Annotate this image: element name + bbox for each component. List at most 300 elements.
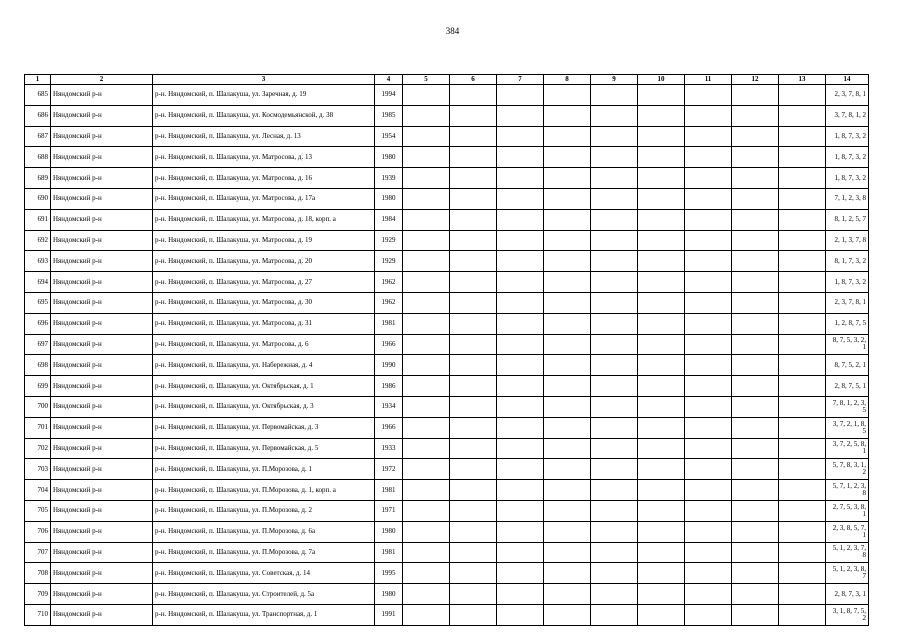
empty-cell [638, 355, 685, 376]
empty-cell [450, 105, 497, 126]
column-header: 6 [450, 75, 497, 85]
column-header: 1 [25, 75, 51, 85]
empty-cell [685, 334, 732, 355]
empty-cell [638, 480, 685, 501]
empty-cell [544, 521, 591, 542]
table-row [25, 126, 869, 147]
empty-cell [591, 188, 638, 209]
district-cell: Няндомский р-н [51, 521, 153, 542]
empty-cell [779, 604, 826, 625]
empty-cell [779, 313, 826, 334]
empty-cell [591, 313, 638, 334]
code-cell: 8, 7, 5, 2, 1 [826, 355, 869, 376]
empty-cell [450, 334, 497, 355]
empty-cell [544, 105, 591, 126]
empty-cell [591, 500, 638, 521]
empty-cell [497, 105, 544, 126]
address-cell: р-н. Няндомский, п. Шалакуша, ул. Строителей, д. 5а [153, 584, 375, 605]
code-cell: 2, 3, 7, 8, 1 [826, 292, 869, 313]
empty-cell [403, 105, 450, 126]
address-cell: р-н. Няндомский, п. Шалакуша, ул. П.Морозова, д. 6а [153, 521, 375, 542]
empty-cell [685, 542, 732, 563]
empty-cell [544, 376, 591, 397]
column-header: 10 [638, 75, 685, 85]
empty-cell [450, 376, 497, 397]
empty-cell [403, 126, 450, 147]
code-cell: 8, 1, 2, 5, 7 [826, 209, 869, 230]
column-header: 11 [685, 75, 732, 85]
empty-cell [403, 396, 450, 417]
table-row [25, 230, 869, 251]
empty-cell [591, 230, 638, 251]
year-cell: 1966 [375, 417, 403, 438]
year-cell: 1980 [375, 584, 403, 605]
empty-cell [544, 126, 591, 147]
row-number-cell: 706 [25, 521, 51, 542]
empty-cell [685, 292, 732, 313]
empty-cell [732, 500, 779, 521]
empty-cell [732, 126, 779, 147]
empty-cell [497, 85, 544, 106]
empty-cell [779, 168, 826, 189]
empty-cell [591, 209, 638, 230]
empty-cell [732, 563, 779, 584]
district-cell: Няндомский р-н [51, 251, 153, 272]
code-cell: 3, 1, 8, 7, 5, 2 [826, 604, 869, 625]
empty-cell [685, 168, 732, 189]
empty-cell [638, 376, 685, 397]
table-row [25, 417, 869, 438]
empty-cell [732, 313, 779, 334]
empty-cell [638, 438, 685, 459]
empty-cell [544, 230, 591, 251]
empty-cell [403, 480, 450, 501]
address-cell: р-н. Няндомский, п. Шалакуша, ул. Транспортная, д. 1 [153, 604, 375, 625]
empty-cell [732, 272, 779, 293]
district-cell: Няндомский р-н [51, 604, 153, 625]
empty-cell [403, 604, 450, 625]
address-cell: р-н. Няндомский, п. Шалакуша, ул. Октябрьская, д. 1 [153, 376, 375, 397]
empty-cell [779, 480, 826, 501]
empty-cell [544, 209, 591, 230]
code-cell: 5, 1, 2, 3, 8, 7 [826, 563, 869, 584]
code-cell: 1, 2, 8, 7, 5 [826, 313, 869, 334]
table-row [25, 147, 869, 168]
district-cell: Няндомский р-н [51, 85, 153, 106]
empty-cell [685, 105, 732, 126]
empty-cell [591, 334, 638, 355]
year-cell: 1981 [375, 480, 403, 501]
table-row [25, 459, 869, 480]
empty-cell [732, 209, 779, 230]
column-header: 7 [497, 75, 544, 85]
empty-cell [544, 147, 591, 168]
empty-cell [685, 604, 732, 625]
empty-cell [779, 147, 826, 168]
table-row [25, 438, 869, 459]
row-number-cell: 687 [25, 126, 51, 147]
empty-cell [779, 230, 826, 251]
empty-cell [544, 459, 591, 480]
row-number-cell: 686 [25, 105, 51, 126]
empty-cell [403, 313, 450, 334]
address-cell: р-н. Няндомский, п. Шалакуша, ул. Матросова, д. 27 [153, 272, 375, 293]
row-number-cell: 710 [25, 604, 51, 625]
table-row [25, 521, 869, 542]
empty-cell [544, 292, 591, 313]
column-header: 9 [591, 75, 638, 85]
year-cell: 1971 [375, 500, 403, 521]
empty-cell [732, 292, 779, 313]
empty-cell [544, 313, 591, 334]
empty-cell [732, 230, 779, 251]
table-row [25, 313, 869, 334]
empty-cell [779, 563, 826, 584]
code-cell: 7, 8, 1, 2, 3, 5 [826, 396, 869, 417]
column-header: 2 [51, 75, 153, 85]
empty-cell [450, 126, 497, 147]
empty-cell [591, 105, 638, 126]
address-cell: р-н. Няндомский, п. Шалакуша, ул. Матросова, д. 16 [153, 168, 375, 189]
row-number-cell: 700 [25, 396, 51, 417]
empty-cell [685, 459, 732, 480]
code-cell: 2, 3, 8, 5, 7, 1 [826, 521, 869, 542]
row-number-cell: 701 [25, 417, 51, 438]
empty-cell [779, 209, 826, 230]
code-cell: 2, 1, 3, 7, 8 [826, 230, 869, 251]
table-row [25, 480, 869, 501]
empty-cell [638, 459, 685, 480]
code-cell: 1, 8, 7, 3, 2 [826, 168, 869, 189]
empty-cell [638, 292, 685, 313]
empty-cell [779, 521, 826, 542]
empty-cell [497, 292, 544, 313]
table-row [25, 563, 869, 584]
empty-cell [450, 272, 497, 293]
table-row [25, 500, 869, 521]
empty-cell [638, 313, 685, 334]
empty-cell [685, 417, 732, 438]
address-cell: р-н. Няндомский, п. Шалакуша, ул. Космодемьянской, д. 38 [153, 105, 375, 126]
code-cell: 2, 3, 7, 8, 1 [826, 85, 869, 106]
row-number-cell: 703 [25, 459, 51, 480]
table-row [25, 251, 869, 272]
year-cell: 1994 [375, 85, 403, 106]
address-cell: р-н. Няндомский, п. Шалакуша, ул. Первомайская, д. 3 [153, 417, 375, 438]
column-header: 4 [375, 75, 403, 85]
empty-cell [497, 251, 544, 272]
empty-cell [591, 147, 638, 168]
district-cell: Няндомский р-н [51, 313, 153, 334]
column-header: 5 [403, 75, 450, 85]
empty-cell [779, 292, 826, 313]
empty-cell [591, 251, 638, 272]
empty-cell [685, 272, 732, 293]
empty-cell [450, 230, 497, 251]
empty-cell [403, 584, 450, 605]
empty-cell [638, 604, 685, 625]
district-cell: Няндомский р-н [51, 209, 153, 230]
empty-cell [450, 168, 497, 189]
empty-cell [685, 396, 732, 417]
empty-cell [638, 251, 685, 272]
year-cell: 1990 [375, 355, 403, 376]
empty-cell [403, 355, 450, 376]
empty-cell [591, 376, 638, 397]
empty-cell [497, 542, 544, 563]
empty-cell [403, 272, 450, 293]
year-cell: 1966 [375, 334, 403, 355]
empty-cell [732, 521, 779, 542]
empty-cell [450, 292, 497, 313]
empty-cell [450, 313, 497, 334]
empty-cell [497, 126, 544, 147]
row-number-cell: 695 [25, 292, 51, 313]
table-row [25, 542, 869, 563]
empty-cell [638, 563, 685, 584]
empty-cell [544, 563, 591, 584]
empty-cell [403, 85, 450, 106]
address-cell: р-н. Няндомский, п. Шалакуша, ул. Матросова, д. 19 [153, 230, 375, 251]
empty-cell [544, 85, 591, 106]
row-number-cell: 688 [25, 147, 51, 168]
row-number-cell: 694 [25, 272, 51, 293]
empty-cell [638, 85, 685, 106]
code-cell: 7, 1, 2, 3, 8 [826, 188, 869, 209]
empty-cell [544, 438, 591, 459]
empty-cell [685, 230, 732, 251]
empty-cell [403, 438, 450, 459]
empty-cell [544, 584, 591, 605]
empty-cell [450, 500, 497, 521]
empty-cell [497, 521, 544, 542]
empty-cell [779, 584, 826, 605]
table-row [25, 355, 869, 376]
district-cell: Няндомский р-н [51, 500, 153, 521]
empty-cell [450, 542, 497, 563]
table-row [25, 334, 869, 355]
code-cell: 5, 1, 2, 3, 7, 8 [826, 542, 869, 563]
empty-cell [497, 147, 544, 168]
empty-cell [403, 147, 450, 168]
empty-cell [497, 209, 544, 230]
district-cell: Няндомский р-н [51, 396, 153, 417]
address-cell: р-н. Няндомский, п. Шалакуша, ул. П.Морозова, д. 1, корп. а [153, 480, 375, 501]
empty-cell [591, 563, 638, 584]
empty-cell [591, 459, 638, 480]
code-cell: 1, 8, 7, 3, 2 [826, 147, 869, 168]
empty-cell [591, 272, 638, 293]
year-cell: 1991 [375, 604, 403, 625]
empty-cell [732, 105, 779, 126]
empty-cell [450, 396, 497, 417]
address-cell: р-н. Няндомский, п. Шалакуша, ул. Матросова, д. 17а [153, 188, 375, 209]
empty-cell [544, 542, 591, 563]
table-row [25, 168, 869, 189]
empty-cell [403, 376, 450, 397]
address-cell: р-н. Няндомский, п. Шалакуша, ул. Матросова, д. 18, корп. а [153, 209, 375, 230]
year-cell: 1962 [375, 272, 403, 293]
empty-cell [591, 85, 638, 106]
empty-cell [450, 521, 497, 542]
address-cell: р-н. Няндомский, п. Шалакуша, ул. П.Морозова, д. 7а [153, 542, 375, 563]
empty-cell [732, 459, 779, 480]
empty-cell [497, 396, 544, 417]
empty-cell [497, 313, 544, 334]
empty-cell [638, 417, 685, 438]
address-cell: р-н. Няндомский, п. Шалакуша, ул. Первомайская, д. 5 [153, 438, 375, 459]
empty-cell [544, 417, 591, 438]
empty-cell [685, 521, 732, 542]
column-header: 8 [544, 75, 591, 85]
empty-cell [450, 85, 497, 106]
empty-cell [497, 272, 544, 293]
empty-cell [779, 272, 826, 293]
year-cell: 1984 [375, 209, 403, 230]
address-cell: р-н. Няндомский, п. Шалакуша, ул. Матросова, д. 31 [153, 313, 375, 334]
empty-cell [638, 500, 685, 521]
empty-cell [591, 584, 638, 605]
empty-cell [779, 126, 826, 147]
table-body [25, 85, 869, 626]
row-number-cell: 691 [25, 209, 51, 230]
column-header: 14 [826, 75, 869, 85]
empty-cell [450, 563, 497, 584]
address-cell: р-н. Няндомский, п. Шалакуша, ул. Лесная, д. 13 [153, 126, 375, 147]
empty-cell [403, 563, 450, 584]
district-cell: Няндомский р-н [51, 188, 153, 209]
empty-cell [497, 376, 544, 397]
empty-cell [403, 230, 450, 251]
empty-cell [497, 480, 544, 501]
empty-cell [685, 480, 732, 501]
empty-cell [497, 459, 544, 480]
empty-cell [732, 584, 779, 605]
address-cell: р-н. Няндомский, п. Шалакуша, ул. П.Морозова, д. 1 [153, 459, 375, 480]
year-cell: 1980 [375, 521, 403, 542]
code-cell: 3, 7, 2, 5, 8, 1 [826, 438, 869, 459]
empty-cell [497, 438, 544, 459]
empty-cell [732, 417, 779, 438]
empty-cell [450, 584, 497, 605]
district-cell: Няндомский р-н [51, 438, 153, 459]
district-cell: Няндомский р-н [51, 230, 153, 251]
empty-cell [450, 188, 497, 209]
row-number-cell: 696 [25, 313, 51, 334]
district-cell: Няндомский р-н [51, 105, 153, 126]
page-number: 384 [445, 26, 460, 36]
table-row [25, 584, 869, 605]
code-cell: 5, 7, 1, 2, 3, 8 [826, 480, 869, 501]
empty-cell [591, 126, 638, 147]
column-header: 13 [779, 75, 826, 85]
empty-cell [779, 334, 826, 355]
address-cell: р-н. Няндомский, п. Шалакуша, ул. Советская, д. 14 [153, 563, 375, 584]
empty-cell [732, 168, 779, 189]
district-cell: Няндомский р-н [51, 563, 153, 584]
empty-cell [685, 313, 732, 334]
address-cell: р-н. Няндомский, п. Шалакуша, ул. Октябрьская, д. 3 [153, 396, 375, 417]
table-row [25, 292, 869, 313]
empty-cell [732, 542, 779, 563]
empty-cell [544, 251, 591, 272]
district-cell: Няндомский р-н [51, 168, 153, 189]
year-cell: 1985 [375, 105, 403, 126]
row-number-cell: 704 [25, 480, 51, 501]
row-number-cell: 699 [25, 376, 51, 397]
year-cell: 1929 [375, 251, 403, 272]
empty-cell [591, 542, 638, 563]
empty-cell [450, 417, 497, 438]
empty-cell [732, 355, 779, 376]
address-cell: р-н. Няндомский, п. Шалакуша, ул. Набережная, д. 4 [153, 355, 375, 376]
row-number-cell: 685 [25, 85, 51, 106]
empty-cell [544, 355, 591, 376]
empty-cell [497, 230, 544, 251]
empty-cell [497, 584, 544, 605]
code-cell: 1, 8, 7, 3, 2 [826, 272, 869, 293]
empty-cell [779, 459, 826, 480]
year-cell: 1929 [375, 230, 403, 251]
empty-cell [497, 334, 544, 355]
empty-cell [544, 500, 591, 521]
row-number-cell: 690 [25, 188, 51, 209]
year-cell: 1980 [375, 188, 403, 209]
empty-cell [544, 272, 591, 293]
empty-cell [450, 480, 497, 501]
empty-cell [591, 396, 638, 417]
empty-cell [544, 168, 591, 189]
empty-cell [732, 438, 779, 459]
empty-cell [450, 251, 497, 272]
empty-cell [638, 105, 685, 126]
empty-cell [497, 500, 544, 521]
address-cell: р-н. Няндомский, п. Шалакуша, ул. Матросова, д. 20 [153, 251, 375, 272]
empty-cell [638, 126, 685, 147]
empty-cell [732, 85, 779, 106]
year-cell: 1962 [375, 292, 403, 313]
empty-cell [403, 168, 450, 189]
empty-cell [638, 584, 685, 605]
row-number-cell: 689 [25, 168, 51, 189]
year-cell: 1981 [375, 313, 403, 334]
empty-cell [638, 168, 685, 189]
empty-cell [497, 417, 544, 438]
empty-cell [497, 188, 544, 209]
empty-cell [497, 563, 544, 584]
code-cell: 1, 8, 7, 3, 2 [826, 126, 869, 147]
code-cell: 2, 8, 7, 5, 1 [826, 376, 869, 397]
empty-cell [403, 500, 450, 521]
district-cell: Няндомский р-н [51, 272, 153, 293]
empty-cell [450, 459, 497, 480]
empty-cell [779, 438, 826, 459]
empty-cell [685, 85, 732, 106]
year-cell: 1933 [375, 438, 403, 459]
empty-cell [403, 209, 450, 230]
code-cell: 2, 7, 5, 3, 8, 1 [826, 500, 869, 521]
empty-cell [403, 542, 450, 563]
row-number-cell: 702 [25, 438, 51, 459]
empty-cell [685, 126, 732, 147]
code-cell: 3, 7, 8, 1, 2 [826, 105, 869, 126]
table-row [25, 85, 869, 106]
empty-cell [685, 376, 732, 397]
district-cell: Няндомский р-н [51, 459, 153, 480]
code-cell: 2, 8, 7, 3, 1 [826, 584, 869, 605]
empty-cell [779, 105, 826, 126]
empty-cell [638, 272, 685, 293]
